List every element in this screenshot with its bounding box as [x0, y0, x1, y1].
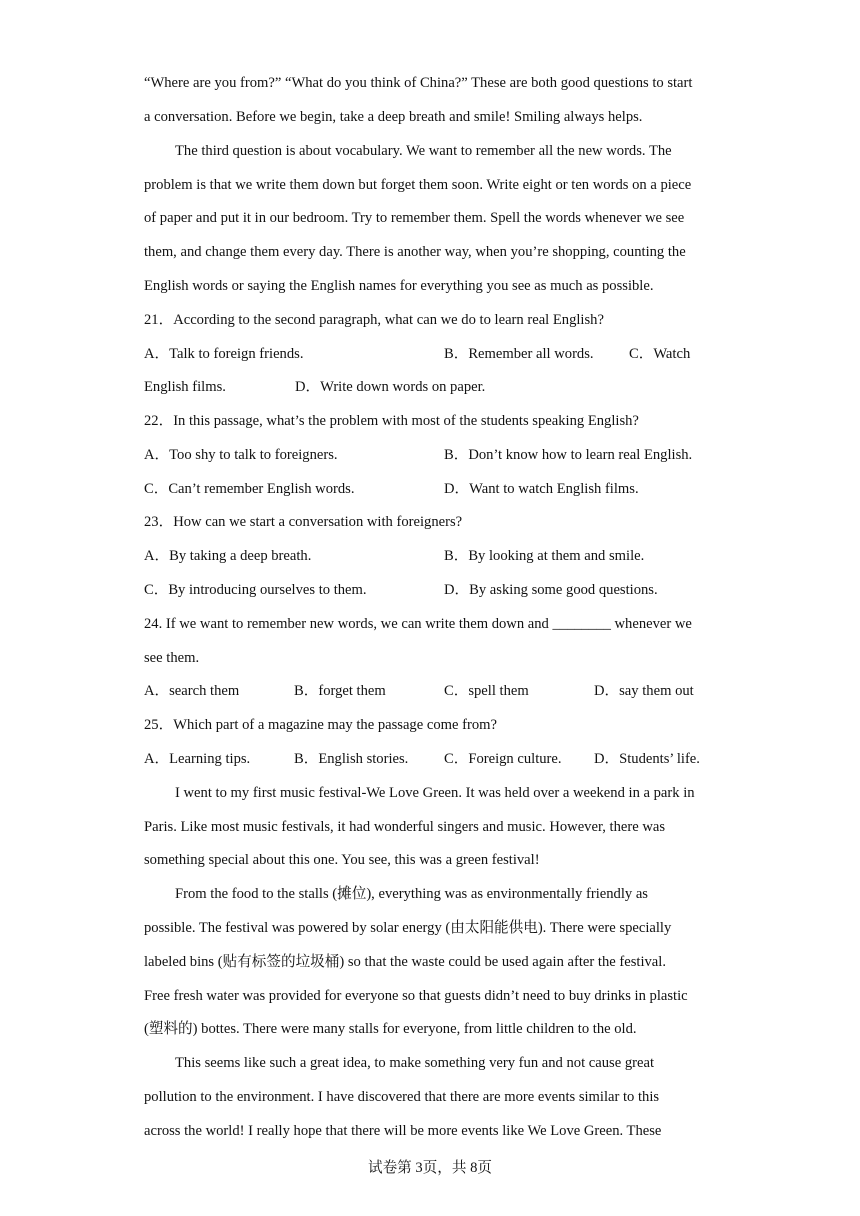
passage-line: a conversation. Before we begin, take a deep breath and smile! Smiling always helps.	[144, 109, 643, 125]
option-23-d: D．By asking some good questions.	[444, 582, 658, 598]
passage-line: them, and change them every day. There is another way, when you’re shopping, counting the	[144, 244, 686, 260]
passage-line: The third question is about vocabulary. We want to remember all the new words. The	[175, 143, 672, 159]
option-25-a: A．Learning tips.	[144, 751, 251, 767]
option-21-d: D．Write down words on paper.	[295, 379, 486, 395]
option-21-a: A．Talk to foreign friends.	[144, 346, 304, 362]
option-25-d: D．Students’ life.	[594, 751, 700, 767]
question-stem-24-cont: see them.	[144, 650, 200, 666]
option-23-c: C．By introducing ourselves to them.	[144, 582, 367, 598]
passage-line: “Where are you from?” “What do you think of China?” These are both good questions to start	[144, 75, 693, 91]
question-stem-22: 22．In this passage, what’s the problem with most of the students speaking English?	[144, 413, 639, 429]
passage-line: I went to my first music festival-We Love Green. It was held over a weekend in a park in	[175, 785, 695, 801]
option-22-b: B．Don’t know how to learn real English.	[444, 447, 693, 463]
passage-line: across the world! I really hope that there will be more events like We Love Green. These	[144, 1123, 662, 1139]
question-stem-21: 21．According to the second paragraph, what can we do to learn real English?	[144, 312, 604, 328]
passage-line: Free fresh water was provided for everyone so that guests didn’t need to buy drinks in plastic	[144, 988, 688, 1004]
option-23-a: A．By taking a deep breath.	[144, 548, 312, 564]
option-21-c-cont: English films.	[144, 379, 226, 395]
option-24-a: A．search them	[144, 683, 240, 699]
passage-line: something special about this one. You see, this was a green festival!	[144, 852, 540, 868]
passage-line: of paper and put it in our bedroom. Try to remember them. Spell the words whenever we see	[144, 210, 685, 226]
option-24-b: B．forget them	[294, 683, 386, 699]
question-stem-25: 25．Which part of a magazine may the passage come from?	[144, 717, 497, 733]
passage-line: possible. The festival was powered by solar energy (由太阳能供电). There were specially	[144, 920, 672, 936]
passage-line: problem is that we write them down but forget them soon. Write eight or ten words on a piece	[144, 177, 692, 193]
option-21-c: C．Watch	[629, 346, 691, 362]
option-25-c: C．Foreign culture.	[444, 751, 562, 767]
passage-line: Paris. Like most music festivals, it had wonderful singers and music. However, there was	[144, 819, 666, 835]
option-22-a: A．Too shy to talk to foreigners.	[144, 447, 338, 463]
question-stem-23: 23．How can we start a conversation with foreigners?	[144, 514, 463, 530]
passage-line: English words or saying the English names for everything you see as much as possible.	[144, 278, 654, 294]
page-footer: 试卷第 3页，共 8页	[367, 1160, 493, 1176]
passage-line: (塑料的) bottes. There were many stalls for everyone, from little children to the old.	[144, 1021, 637, 1037]
question-stem-24: 24. If we want to remember new words, we can write them down and ________ whenever we	[144, 616, 692, 632]
passage-line: pollution to the environment. I have discovered that there are more events similar to this	[144, 1089, 660, 1105]
passage-line: This seems like such a great idea, to make something very fun and not cause great	[175, 1055, 655, 1071]
option-23-b: B．By looking at them and smile.	[444, 548, 645, 564]
option-25-b: B．English stories.	[294, 751, 409, 767]
option-24-c: C．spell them	[444, 683, 529, 699]
option-21-b: B．Remember all words.	[444, 346, 594, 362]
option-22-d: D．Want to watch English films.	[444, 481, 639, 497]
option-24-d: D．say them out	[594, 683, 694, 699]
passage-line: labeled bins (贴有标签的垃圾桶) so that the waste could be used again after the festival.	[144, 954, 666, 970]
passage-line: From the food to the stalls (摊位), everything was as environmentally friendly as	[175, 886, 648, 902]
option-22-c: C．Can’t remember English words.	[144, 481, 355, 497]
